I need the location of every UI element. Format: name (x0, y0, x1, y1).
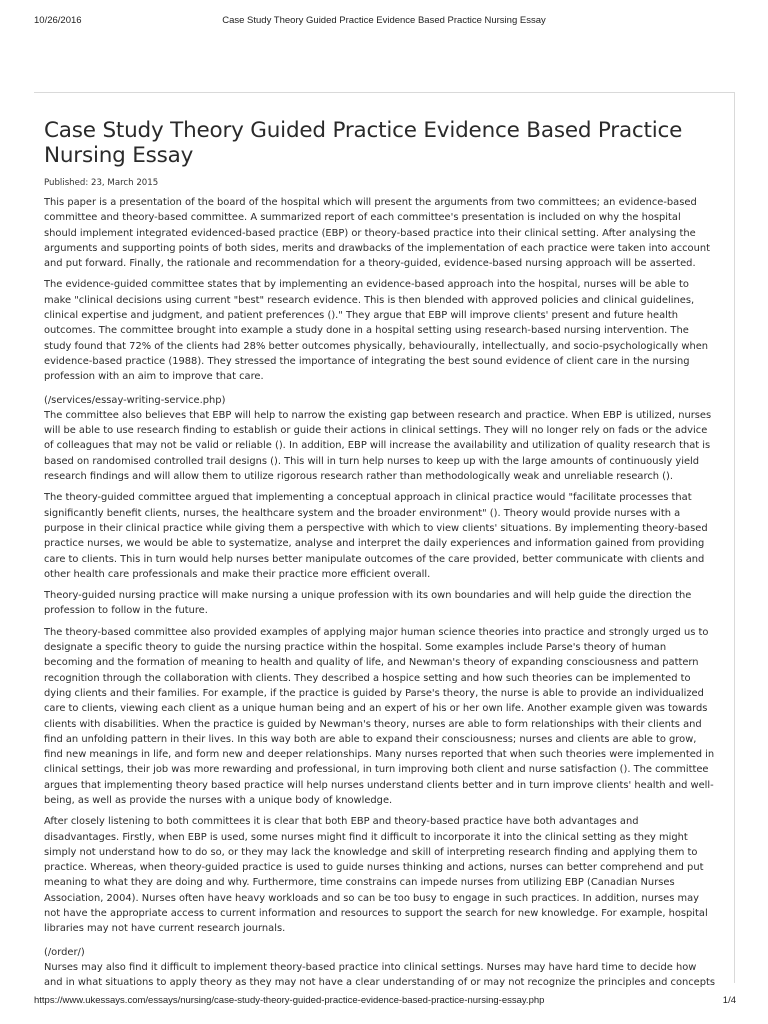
published-date: Published: 23, March 2015 (44, 178, 159, 188)
paragraph-evidence-committee: The evidence-guided committee states that by implementing an evidence-based approach into the hospital, nurses will be able to make "clinical decisions using current "best" research evidence. This is then blended with approved policies and clinical guidelines, clinical expertise and judgment, and patient preferences ()." They argue that EBP will improve clients' present and future health outcomes. The committee brought into example a study done in a hospital setting using research-based nursing intervention. The study found that 72% of the clients had 28% better outcomes physically, behaviourally, intellectually, and socio-psychologically when evidence-based practice (1988). They stressed the importance of integrating the best sound evidence of client care in the nursing profession with an aim to improve that care. (44, 279, 709, 383)
print-url: https://www.ukessays.com/essays/nursing/case-study-theory-guided-practice-evidence-based-practice-nursing-essay.php (34, 995, 545, 1006)
paragraph-theory-committee: The theory-guided committee argued that implementing a conceptual approach in clinical practice would "facilitate processes that significantly benefit clients, nurses, the healthcare system and the broader environment" (). Theory would provide nurses with a purpose in their clinical practice while giving them a perspective with which to view clients' situations. By implementing theory-based practice nurses, we would be able to systematize, analyse and interpret the daily experiences and information gained from providing care to clients. This in turn would help nurses better manipulate outcomes of the care provided, better communicate with clients and other health care professionals and make their practice more efficient overall. (44, 492, 708, 580)
paragraph-ebp-gap: The committee also believes that EBP will help to narrow the existing gap between research and practice. When EBP is utilized, nurses will be able to use research finding to establish or guide their actions in clinical settings. They will no longer rely on fads or the advice of colleagues that may not be valid or reliable (). In addition, EBP will increase the availability and utilization of quality research that is based on randomised controlled trail designs (). This will in turn help nurses to keep up with the large amounts of continuously yield research findings and will allow them to utilize rigorous research rather than methodologically weak and unreliable research (). (44, 409, 712, 483)
print-header (0, 15, 768, 27)
paragraph-theory-examples: The theory-based committee also provided examples of applying major human science theories into practice and strongly urged us to designate a specific theory to guide the nursing practice within the hospital. Some examples include Parse's theory of human becoming and the formation of meaning to health and quality of life, and Newman's theory of expanding consciousness and pattern recognition through the collaboration with clients. They described a hospice setting and how such theories can be implemented to dying clients and their families. For example, if the practice is guided by Parse's theory, the nurse is able to provide an individualized care to clients, viewing each client as a unique human being and an expert of his or her own life. Another example given was towards clients with disabilities. When the practice is guided by Newman's theory, nurses are able to form relationships with their clients and find an unfolding pattern in their lives. In this way both are able to expand their consciousness; nurses and clients are able to grow, find new meanings in life, and form new and deeper relationships. Many nurses reported that when such theories were implemented in clinical settings, their job was more rewarding and professional, in turn improving both client and nurse satisfaction (). The committee argues that implementing theory based practice will help nurses understand clients better and in turn improve clients' health and well-being, as well as provide the nurses with a unique body of knowledge. (44, 626, 715, 806)
print-date: 10/26/2016 (34, 15, 82, 26)
article-title: Case Study Theory Guided Practice Evidence Based Practice Nursing Essay (44, 118, 683, 168)
print-footer (0, 995, 768, 1007)
order-block (44, 945, 716, 988)
print-document-title: Case Study Theory Guided Practice Evidence Based Practice Nursing Essay (222, 15, 546, 26)
essay-writing-service-link[interactable]: (/services/essay-writing-service.php) (44, 394, 226, 406)
article-content (44, 118, 716, 988)
page-number: 1/4 (722, 995, 736, 1006)
essay-service-block (44, 393, 716, 485)
paragraph-theory-profession: Theory-guided nursing practice will make nursing a unique profession with its own boundaries and will help guide the direction the profession to follow in the future. (44, 590, 692, 617)
paragraph-intro: This paper is a presentation of the board of the hospital which will present the arguments from two committees; an evidence-based committee and theory-based committee. A summarized report of each committee's presentation is included on why the hospital should implement integrated evidenced-based practice (EBP) or theory-based practice into their clinical setting. After analysing the arguments and supporting points of both sides, merits and drawbacks of the implementation of each practice were taken into account and put forward. Finally, the rationale and recommendation for a theory-guided, evidence-based nursing approach will be asserted. (44, 197, 710, 270)
paragraph-theory-difficulty: Nurses may also find it difficult to implement theory-based practice into clinical settings. Nurses may have hard time to decide how and in what situations to apply theory as they may not have a clear understanding of or may not recognize the principles and concepts (44, 961, 716, 988)
paragraph-comparison: After closely listening to both committees it is clear that both EBP and theory-based practice have both advantages and disadvantages. Firstly, when EBP is used, some nurses might find it difficult to incorporate it into the clinical setting as they might simply not understand how to do so, or they may lack the knowledge and skill of interpreting research finding and applying them to practice. Whereas, when theory-guided practice is used to guide nurses thinking and actions, nurses can better comprehend and put meaning to what they are doing and why. Furthermore, time constrains can impede nurses from utilizing EBP (Canadian Nurses Association, 2004). Nurses often have heavy workloads and so can be too busy to engage in such practices. In addition, nurses may not have the appropriate access to current information and resources to support the search for new knowledge. For example, hospital libraries may not have current research journals. (44, 816, 708, 935)
order-link[interactable]: (/order/) (44, 946, 85, 958)
